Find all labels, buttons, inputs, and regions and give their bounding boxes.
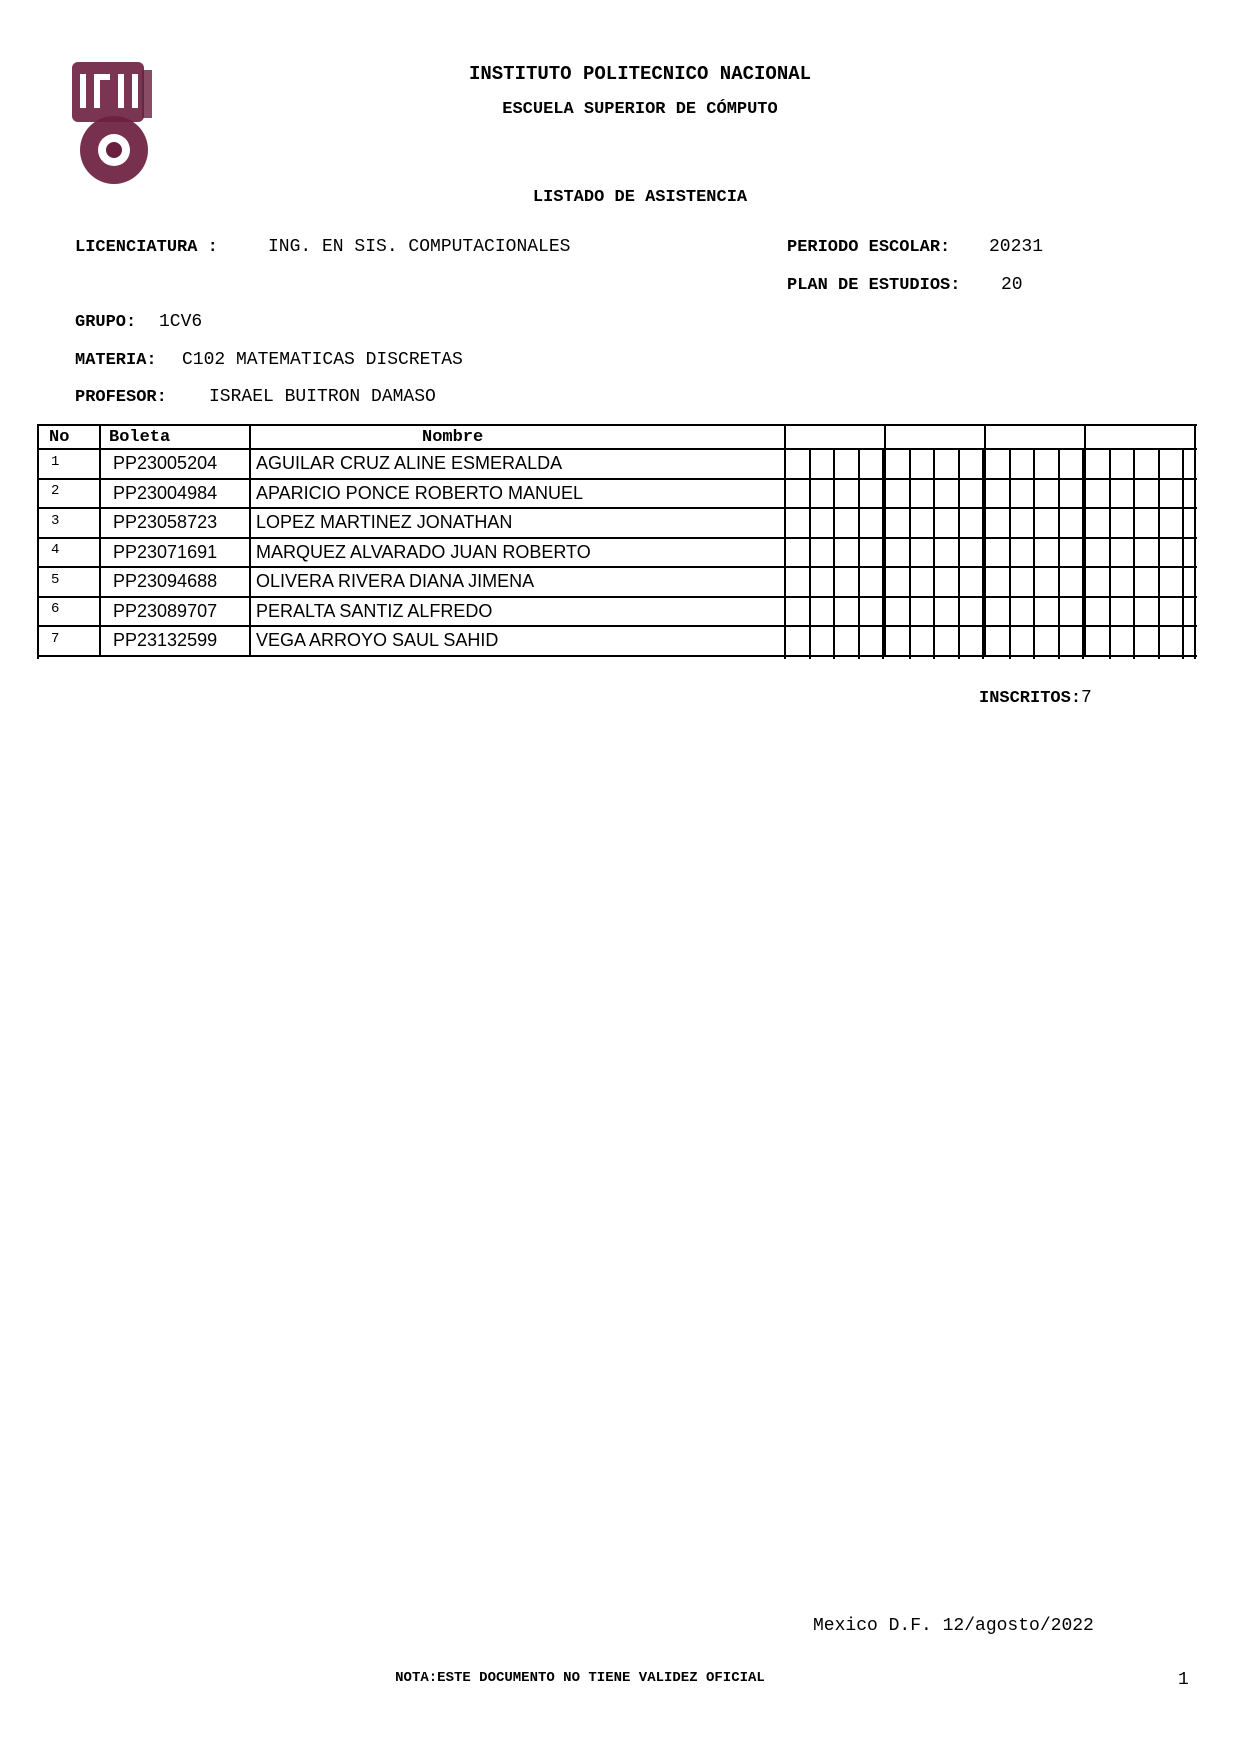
row-number: 3 <box>51 513 60 529</box>
profesor-value: ISRAEL BUITRON DAMASO <box>209 387 436 407</box>
attendance-cell-divider <box>1058 448 1060 659</box>
table-row-divider <box>37 566 1197 568</box>
attendance-cell-divider <box>858 448 860 659</box>
table-top-border <box>37 424 1197 426</box>
attendance-cell-divider <box>1182 448 1184 659</box>
attendance-cell-divider <box>958 448 960 659</box>
row-number: 4 <box>51 542 60 558</box>
row-nombre: PERALTA SANTIZ ALFREDO <box>256 601 493 621</box>
attendance-cell-divider <box>982 448 984 659</box>
date-group-divider <box>784 424 786 655</box>
row-nombre: VEGA ARROYO SAUL SAHID <box>256 630 499 650</box>
attendance-cell-divider <box>1133 448 1135 659</box>
page-number: 1 <box>1178 1670 1189 1690</box>
row-boleta: PP23058723 <box>113 512 218 532</box>
row-boleta: PP23132599 <box>113 630 218 650</box>
list-title: LISTADO DE ASISTENCIA <box>532 188 748 207</box>
table-row-divider <box>37 625 1197 627</box>
attendance-cell-divider <box>1009 448 1011 659</box>
inscritos-value: 7 <box>1081 688 1092 708</box>
row-number: 7 <box>51 631 60 647</box>
date-place: Mexico D.F. 12/agosto/2022 <box>813 1616 1094 1636</box>
row-nombre: AGUILAR CRUZ ALINE ESMERALDA <box>256 453 563 473</box>
periodo-label: PERIODO ESCOLAR: <box>787 238 951 257</box>
table-header-divider <box>37 448 1197 450</box>
institution-title: INSTITUTO POLITECNICO NACIONAL <box>468 63 812 85</box>
attendance-cell-divider <box>1033 448 1035 659</box>
row-boleta: PP23089707 <box>113 601 218 621</box>
row-number: 6 <box>51 601 60 617</box>
school-title: ESCUELA SUPERIOR DE CÓMPUTO <box>502 100 778 119</box>
licenciatura-label: LICENCIATURA : <box>75 238 218 257</box>
table-left-border <box>37 424 39 659</box>
licenciatura-value: ING. EN SIS. COMPUTACIONALES <box>268 237 571 257</box>
header-no: No <box>49 428 70 447</box>
table-row-divider <box>37 537 1197 539</box>
grupo-value: 1CV6 <box>159 312 203 332</box>
attendance-cell-divider <box>833 448 835 659</box>
column-divider <box>249 424 251 655</box>
plan-value: 20 <box>1001 275 1023 295</box>
attendance-table <box>37 424 1197 652</box>
periodo-value: 20231 <box>989 237 1044 257</box>
row-boleta: PP23005204 <box>113 453 218 473</box>
attendance-cell-divider <box>933 448 935 659</box>
inscritos-label: INSCRITOS: <box>979 689 1082 708</box>
grupo-label: GRUPO: <box>75 313 137 332</box>
row-number: 1 <box>51 454 60 470</box>
row-nombre: LOPEZ MARTINEZ JONATHAN <box>256 512 513 532</box>
plan-label: PLAN DE ESTUDIOS: <box>787 276 961 295</box>
attendance-cell-divider <box>882 448 884 659</box>
disclaimer-note: NOTA:ESTE DOCUMENTO NO TIENE VALIDEZ OFICIAL <box>395 1670 765 1686</box>
attendance-cell-divider <box>1082 448 1084 659</box>
table-row-divider <box>37 655 1197 657</box>
header-nombre: Nombre <box>422 428 484 447</box>
column-divider <box>99 424 101 655</box>
profesor-label: PROFESOR: <box>75 388 167 407</box>
row-number: 2 <box>51 483 60 499</box>
header-boleta: Boleta <box>109 428 171 447</box>
materia-label: MATERIA: <box>75 351 157 370</box>
attendance-cell-divider <box>1158 448 1160 659</box>
row-nombre: APARICIO PONCE ROBERTO MANUEL <box>256 483 584 503</box>
inscritos <box>979 688 1092 708</box>
row-nombre: MARQUEZ ALVARADO JUAN ROBERTO <box>256 542 591 562</box>
materia-value: C102 MATEMATICAS DISCRETAS <box>182 350 463 370</box>
row-number: 5 <box>51 572 60 588</box>
row-boleta: PP23004984 <box>113 483 218 503</box>
table-row-divider <box>37 478 1197 480</box>
attendance-cell-divider <box>809 448 811 659</box>
table-right-border <box>1194 424 1196 659</box>
attendance-cell-divider <box>909 448 911 659</box>
table-row-divider <box>37 507 1197 509</box>
table-row-divider <box>37 596 1197 598</box>
row-nombre: OLIVERA RIVERA DIANA JIMENA <box>256 571 535 591</box>
attendance-cell-divider <box>1109 448 1111 659</box>
row-boleta: PP23071691 <box>113 542 218 562</box>
row-boleta: PP23094688 <box>113 571 218 591</box>
